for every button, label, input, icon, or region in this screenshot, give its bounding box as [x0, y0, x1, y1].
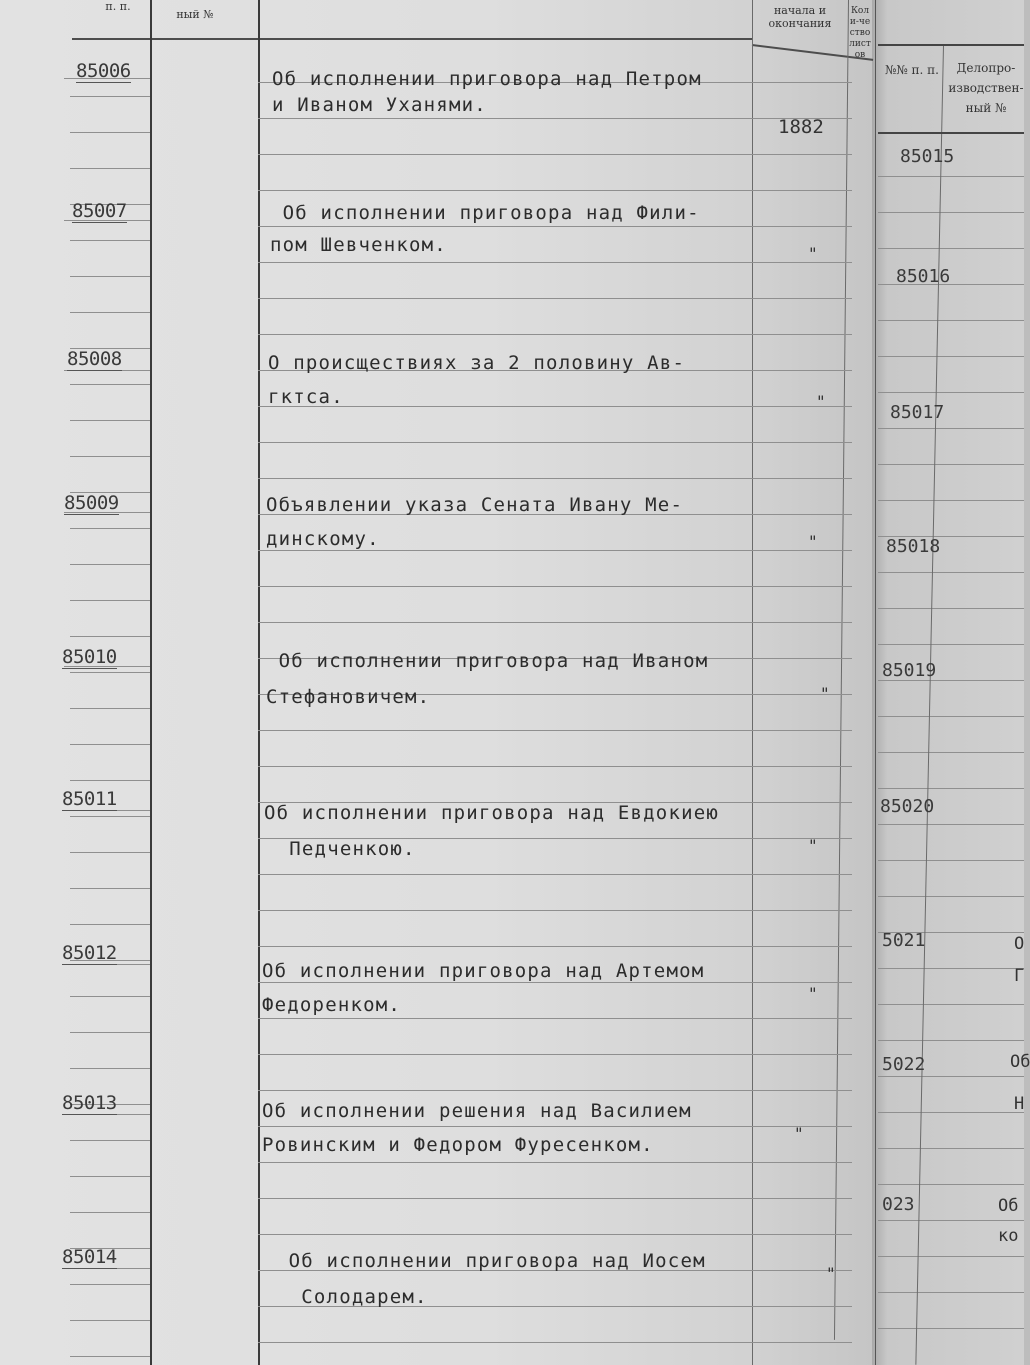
- next-record-number: 85019: [882, 660, 937, 681]
- record-number: 85007: [72, 200, 127, 222]
- next-record-number: 85017: [890, 402, 945, 423]
- row-rule: [70, 744, 150, 745]
- record-title-line-2: динскому.: [266, 528, 380, 550]
- row-rule: [70, 312, 150, 313]
- row-rule: [70, 852, 150, 853]
- row-rule: [258, 262, 852, 263]
- row-rule: [70, 528, 150, 529]
- record-title-line-1: Об исполнении приговора над Иосем: [276, 1250, 706, 1272]
- row-rule: [258, 154, 852, 155]
- row-rule: [258, 946, 852, 947]
- row-rule: [70, 96, 150, 97]
- row-rule: [258, 298, 852, 299]
- next-record-number: 5021: [882, 930, 926, 951]
- record-title-line-1: Об исполнении приговора над Иваном: [266, 650, 709, 672]
- next-page-row-rule: [878, 860, 1024, 861]
- next-page-row-rule: [878, 212, 1024, 213]
- record-date: ": [820, 684, 830, 703]
- header-rule: [72, 38, 752, 40]
- record-title-line-2: Солодарем.: [276, 1286, 428, 1308]
- row-rule: [258, 334, 852, 335]
- next-page-row-rule: [878, 1148, 1024, 1149]
- next-page-row-rule: [878, 176, 1024, 177]
- next-record-number: 85018: [886, 536, 941, 557]
- next-page-row-rule: [878, 320, 1024, 321]
- next-record-number: 023: [882, 1194, 915, 1215]
- row-rule: [258, 478, 852, 479]
- row-rule: [70, 1140, 150, 1141]
- row-rule: [70, 672, 150, 673]
- row-rule: [258, 1090, 852, 1091]
- record-date: ": [826, 1264, 836, 1283]
- next-page-row-rule: [878, 1184, 1024, 1185]
- row-rule: [70, 600, 150, 601]
- row-rule: [258, 730, 852, 731]
- next-record-fragment: О: [1014, 934, 1025, 954]
- next-page-row-rule: [878, 1040, 1024, 1041]
- record-date: ": [816, 392, 826, 411]
- next-page-header-rule: [878, 44, 1024, 46]
- row-rule: [258, 874, 852, 875]
- header-dates: начала и окончания: [768, 4, 832, 30]
- record-date: ": [808, 532, 818, 551]
- record-date: ": [808, 984, 818, 1003]
- record-title-line-1: Об исполнении приговора над Фили-: [270, 202, 700, 224]
- next-ledger-page: [872, 0, 1024, 1365]
- next-page-row-rule: [878, 968, 1024, 969]
- row-rule: [70, 276, 150, 277]
- row-rule: [70, 1356, 150, 1357]
- column-divider-2: [258, 0, 260, 1365]
- next-page-row-rule: [878, 1292, 1024, 1293]
- record-number: 85008: [67, 348, 122, 370]
- next-page-row-rule: [878, 1256, 1024, 1257]
- row-rule: [258, 1198, 852, 1199]
- row-rule: [258, 442, 852, 443]
- next-page-row-rule: [878, 572, 1024, 573]
- row-rule: [70, 1068, 150, 1069]
- record-title-line-2: Стефановичем.: [266, 686, 431, 708]
- record-title-line-1: Об исполнении приговора над Артемом: [262, 960, 705, 982]
- next-record-fragment: Об: [998, 1196, 1019, 1216]
- next-page-row-rule: [878, 752, 1024, 753]
- row-rule: [70, 168, 150, 169]
- row-rule: [258, 406, 852, 407]
- next-record-fragment: ко: [998, 1226, 1019, 1246]
- record-number: 85006: [76, 60, 131, 82]
- row-rule: [70, 564, 150, 565]
- next-page-row-rule: [878, 248, 1024, 249]
- row-rule: [70, 888, 150, 889]
- record-title-line-2: и Иваном Уханями.: [272, 94, 487, 116]
- next-header-number: Делопро-изводствен-ный №: [948, 61, 1024, 115]
- row-rule: [70, 240, 150, 241]
- record-number: 85011: [62, 788, 117, 810]
- row-rule: [70, 780, 150, 781]
- row-rule: [70, 132, 150, 133]
- column-divider-3: [752, 0, 753, 1365]
- next-record-fragment: Н: [1014, 1094, 1025, 1114]
- next-page-row-rule: [878, 500, 1024, 501]
- row-rule: [70, 816, 150, 817]
- next-record-number: 85020: [880, 796, 935, 817]
- next-page-row-rule: [878, 428, 1024, 429]
- next-page-row-rule: [878, 644, 1024, 645]
- record-date: ": [808, 244, 818, 263]
- next-record-number: 85015: [900, 146, 955, 167]
- next-header-pp: №№ п. п.: [885, 63, 939, 77]
- record-number: 85013: [62, 1092, 117, 1114]
- next-page-row-rule: [878, 464, 1024, 465]
- row-rule: [258, 586, 852, 587]
- row-rule: [70, 1284, 150, 1285]
- record-title-line-1: Объявлении указа Сената Ивану Ме-: [266, 494, 684, 516]
- next-record-number: 85016: [896, 266, 951, 287]
- next-page-row-rule: [878, 356, 1024, 357]
- record-title-line-1: Об исполнении решения над Василием: [262, 1100, 692, 1122]
- row-rule: [70, 924, 150, 925]
- record-title-line-1: Об исполнении приговора над Евдокиею: [264, 802, 720, 824]
- record-date: ": [794, 1124, 804, 1143]
- record-title-line-1: О происществиях за 2 половину Ав-: [268, 352, 686, 374]
- record-number: 85009: [64, 492, 119, 514]
- row-rule: [258, 910, 852, 911]
- next-record-number: 5022: [882, 1054, 926, 1075]
- row-rule: [70, 1320, 150, 1321]
- next-page-row-rule: [878, 716, 1024, 717]
- row-rule: [70, 384, 150, 385]
- row-rule: [70, 1176, 150, 1177]
- record-title-line-2: Педченкою.: [264, 838, 416, 860]
- record-title-line-2: Ровинским и Федором Фуресенком.: [262, 1134, 654, 1156]
- row-rule: [70, 456, 150, 457]
- row-rule: [70, 636, 150, 637]
- row-rule: [70, 708, 150, 709]
- row-rule: [258, 766, 852, 767]
- page-fold: [875, 0, 876, 1365]
- next-page-row-rule: [878, 608, 1024, 609]
- header-number: ный №: [176, 8, 214, 21]
- row-rule: [258, 1054, 852, 1055]
- row-rule: [258, 1342, 852, 1343]
- row-rule: [70, 1212, 150, 1213]
- record-title-line-2: пом Шевченком.: [270, 234, 447, 256]
- row-rule: [70, 1032, 150, 1033]
- next-page-row-rule: [878, 1220, 1024, 1221]
- row-rule: [258, 622, 852, 623]
- next-record-fragment: Г: [1014, 966, 1025, 986]
- row-rule: [258, 1234, 852, 1235]
- row-rule: [70, 996, 150, 997]
- next-page-row-rule: [878, 1004, 1024, 1005]
- record-number: 85014: [62, 1246, 117, 1268]
- next-page-row-rule: [878, 1112, 1024, 1113]
- next-page-row-rule: [878, 896, 1024, 897]
- header-pp: п. п.: [105, 0, 131, 13]
- header-sheets: Коли-чество листов: [849, 6, 871, 60]
- record-title-line-1: Об исполнении приговора над Петром: [272, 68, 702, 90]
- record-number: 85010: [62, 646, 117, 668]
- record-date: ": [808, 836, 818, 855]
- next-page-row-rule: [878, 788, 1024, 789]
- row-rule: [70, 420, 150, 421]
- record-title-line-2: Федоренком.: [262, 994, 402, 1016]
- next-record-fragment: Об: [1010, 1052, 1030, 1072]
- row-rule: [258, 190, 852, 191]
- record-title-line-2: гктса.: [268, 386, 344, 408]
- record-number: 85012: [62, 942, 117, 964]
- next-page-row-rule: [878, 824, 1024, 825]
- row-rule: [258, 1162, 852, 1163]
- next-page-row-rule: [878, 1076, 1024, 1077]
- column-divider-1: [150, 0, 152, 1365]
- record-date: 1882: [778, 116, 824, 138]
- next-page-header-rule-2: [878, 132, 1024, 134]
- next-page-row-rule: [878, 1328, 1024, 1329]
- next-page-row-rule: [878, 392, 1024, 393]
